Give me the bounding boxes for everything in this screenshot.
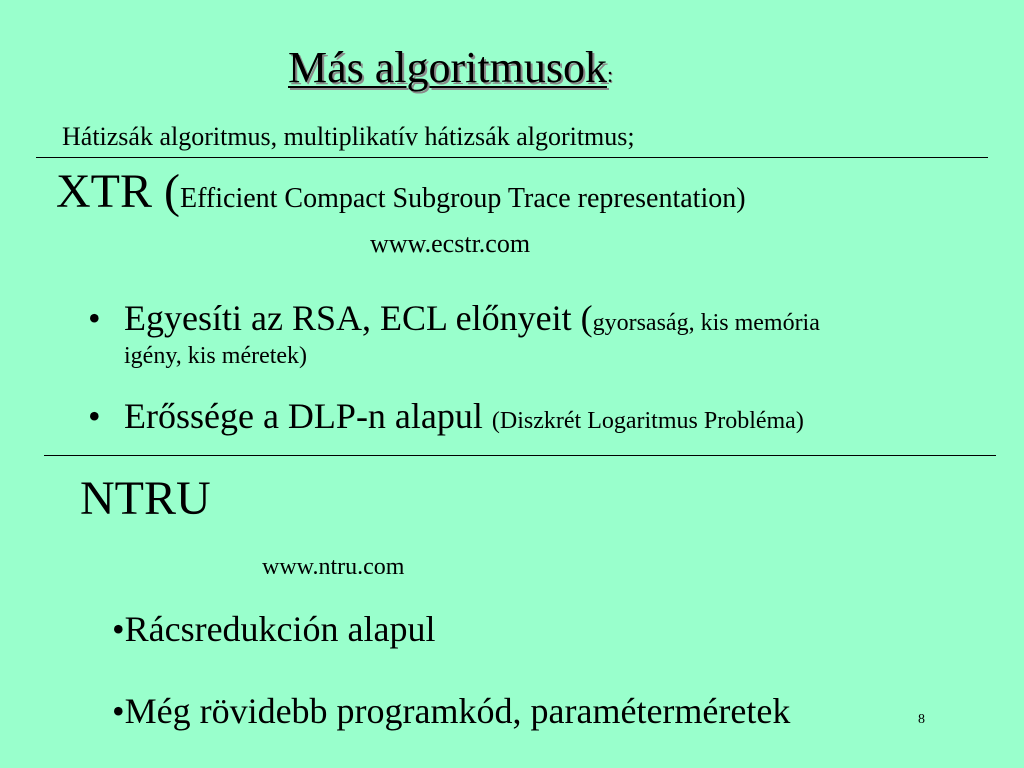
bullet-detail-text: (Diszkrét Logaritmus Probléma) <box>491 408 804 434</box>
intro-line: Hátizsák algoritmus, multiplikatív hátizsák algoritmus; <box>62 122 635 151</box>
slide-title-colon: : <box>606 62 614 87</box>
xtr-heading <box>56 162 746 229</box>
slide-title-text: Más algoritmusok <box>288 43 607 92</box>
page-number: 8 <box>918 712 925 727</box>
xtr-bullet-2 <box>88 394 804 443</box>
xtr-bullet-1-continuation: igény, kis méretek) <box>124 343 308 369</box>
bullet-main-text: Egyesíti az RSA, ECL előnyeit ( <box>124 298 593 338</box>
slide-title <box>288 40 613 103</box>
ntru-bullet-2: •Még rövidebb programkód, paraméterméretek <box>112 691 791 731</box>
xtr-description: Efficient Compact Subgroup Trace representation) <box>179 183 746 214</box>
xtr-url: www.ecstr.com <box>370 229 531 258</box>
bullet-detail-text: gyorsaság, kis memória <box>592 310 820 336</box>
bullet-marker: • <box>88 396 101 436</box>
ntru-bullet-1: •Rácsredukción alapul <box>112 609 436 649</box>
xtr-name: XTR ( <box>56 165 180 218</box>
bullet-main-text: Erőssége a DLP-n alapul <box>124 396 492 436</box>
xtr-bullet-1 <box>88 296 820 345</box>
ntru-url: www.ntru.com <box>262 554 405 580</box>
ntru-heading: NTRU <box>80 472 211 525</box>
bullet-marker: • <box>88 298 101 338</box>
divider-top <box>36 157 988 158</box>
divider-middle <box>44 455 996 456</box>
